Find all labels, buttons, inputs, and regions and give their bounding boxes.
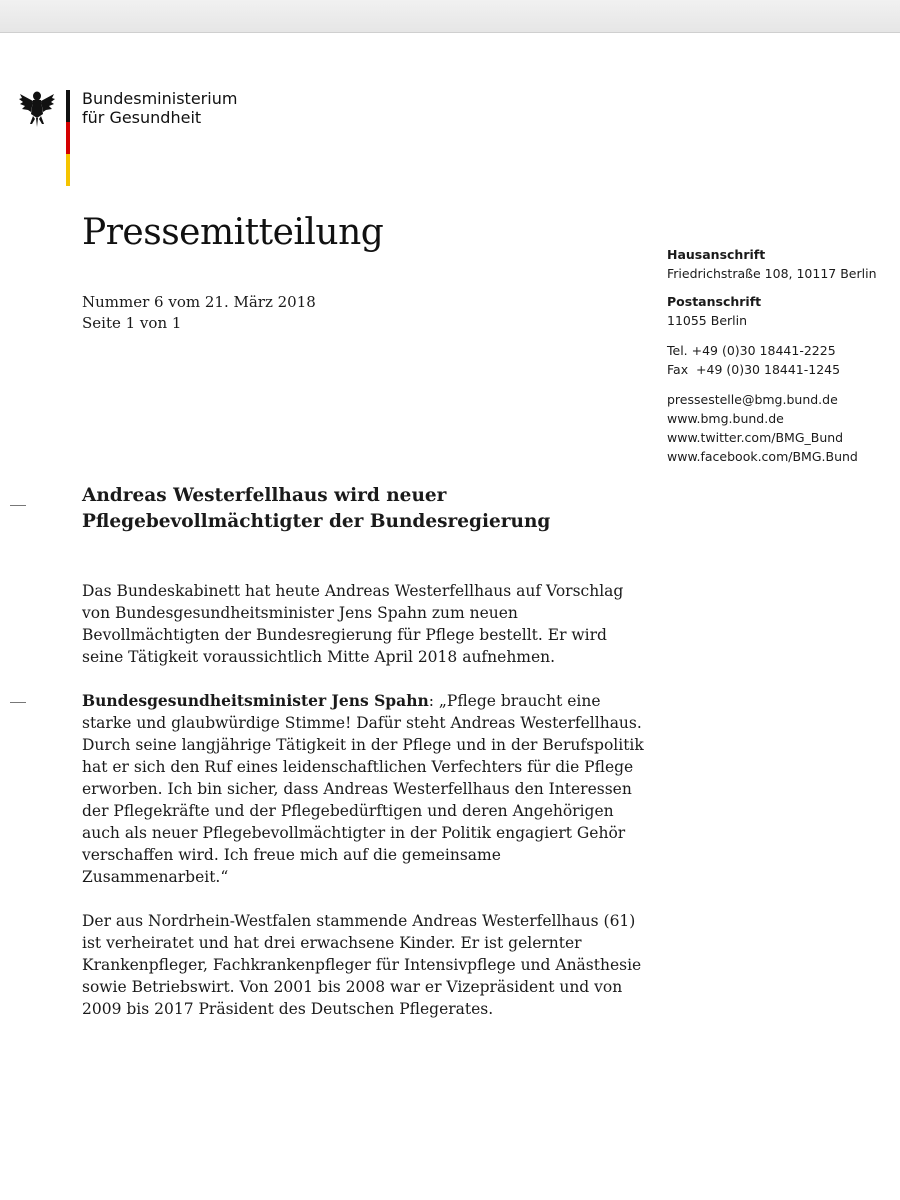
viewer-toolbar [0,0,900,33]
fold-mark-top [10,505,26,506]
page-title: Pressemitteilung [82,212,384,253]
flag-black-stripe [66,90,70,122]
phone: Tel. +49 (0)30 18441-2225 [667,343,836,358]
fold-mark-middle [10,702,26,703]
house-address: Friedrichstraße 108, 10117 Berlin [667,266,877,281]
paragraph-quote [82,690,647,888]
headline-line-2: Pflegebevollmächtigter der Bundesregierung [82,511,551,532]
facebook-link[interactable]: www.facebook.com/BMG.Bund [667,449,858,464]
house-address-label: Hausanschrift [667,247,766,262]
ministry-line-2: für Gesundheit [82,108,202,127]
flag-red-stripe [66,122,70,154]
federal-eagle-icon [18,88,56,128]
twitter-link[interactable]: www.twitter.com/BMG_Bund [667,430,844,445]
ministry-name [82,89,237,127]
flag-bar [66,90,70,186]
document-meta [82,292,316,334]
paragraph-intro: Das Bundeskabinett hat heute Andreas Westerfellhaus auf Vorschlag von Bundesgesundheitsminister Jens Spahn zum neuen Bevollmächtigten der Bundesregierung für Pflege bestellt. Er wird seine Tätigkeit voraussichtlich Mitte April 2018 aufnehmen. [82,582,624,666]
fax: Fax +49 (0)30 18441-1245 [667,362,841,377]
ministry-line-1: Bundesministerium [82,89,238,108]
press-body [82,580,647,1042]
email-link[interactable]: pressestelle@bmg.bund.de [667,392,838,407]
post-address-label: Postanschrift [667,294,762,309]
website-link[interactable]: www.bmg.bund.de [667,411,784,426]
quote-text: : „Pflege braucht eine starke und glaubwürdige Stimme! Dafür steht Andreas Westerfellhaus. Durch seine langjährige Tätigkeit in der Pflege und in der Berufspolitik hat er sich den Ruf eines leidenschaftlichen Verfechters für die Pflege erworben. Ich bin sicher, dass Andreas Westerfellhaus den Interessen der Pflegekräfte und der Pflegebedürftigen und deren Angehörigen auch als neuer Pflegebevollmächtigter in der Politik engagiert Gehör verschaffen wird. Ich freue mich auf die gemeinsame Zusammenarbeit.“ [82,692,644,886]
flag-gold-stripe [66,154,70,186]
press-headline [82,483,642,535]
page-indicator: Seite 1 von 1 [82,314,182,332]
headline-line-1: Andreas Westerfellhaus wird neuer [82,485,447,506]
document-number: Nummer 6 vom 21. März 2018 [82,293,316,311]
contact-block [667,245,892,466]
post-address: 11055 Berlin [667,313,748,328]
quote-speaker: Bundesgesundheitsminister Jens Spahn [82,691,429,710]
paragraph-biography: Der aus Nordrhein-Westfalen stammende Andreas Westerfellhaus (61) ist verheiratet und hat drei erwachsene Kinder. Er ist gelernter Krankenpfleger, Fachkrankenpfleger für Intensivpflege und Anästhesie sowie Betriebswirt. Von 2001 bis 2008 war er Vizepräsident und von 2009 bis 2017 Präsident des Deutschen Pflegerates. [82,912,642,1018]
